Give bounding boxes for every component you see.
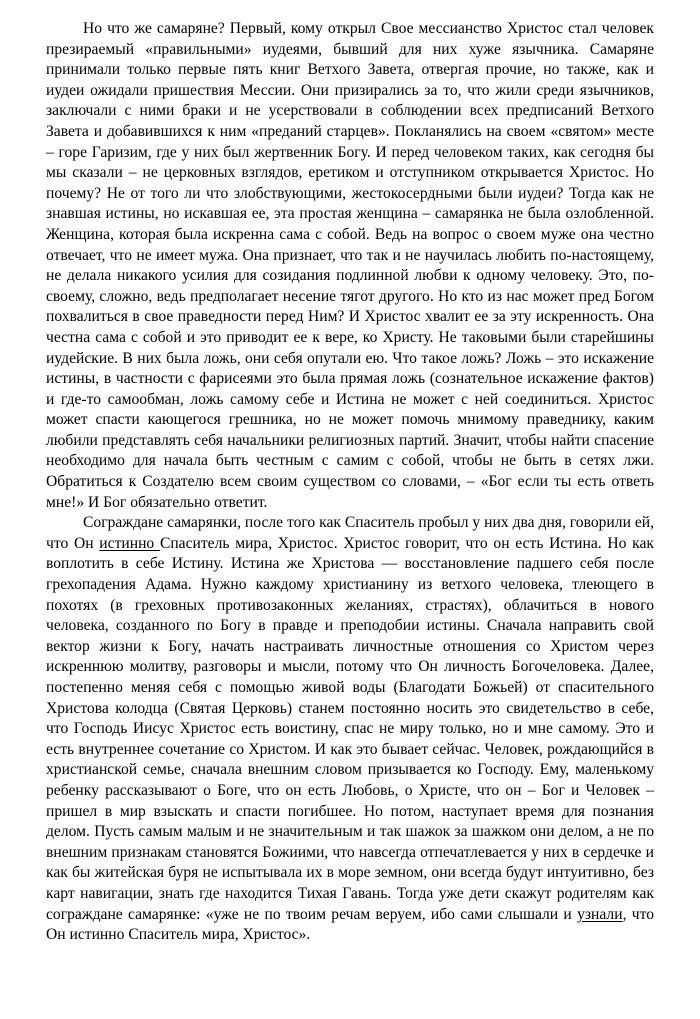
paragraph-text: Спаситель мира, Христос. Христос говорит, что он есть Истина. Но как воплотить в себе Истину. Истина же Христова — восстановление падшего себя после грехопадения Адама. Нужно каждому христианину из ветхого человека, тлеющего в похотях (в греховных противозаконных желаниях, страстях), облачиться в нового человека, созданного по Богу в правде и преподобии истины. Сначала направить свой вектор жизни к Богу, начать настраивать личностные отношения со Христом через искреннюю молитву, разговоры и мысли, потому что Он личность Богочеловека. Далее, постепенно меняя себя с помощью живой воды (Благодати Божьей) от спасительного Христова колодца (Святая Церковь) станем постоянно носить это свидетельство в себе, что Господь Иисус Христос есть воистину, спас не миру только, но и мне самому. Это и есть внутреннее сочетание со Христом. И как это бывает сейчас. Человек, рождающийся в христианской семье, сначала внешним словом призывается ко Господу. Ему, маленькому ребенку рассказывают о Боге, что он есть Любовь, о Христе, что он – Бог и Человек – пришел в мир взыскать и спасти погибшее. Но потом, наступает время для познания делом. Пусть самым малым и не значительным и так шажок за шажком они делом, а не по внешним признакам становятся Божиими, что навсегда отпечатлевается у них в сердечке и как бы житейская буря не испытывала их в море земном, они всегда будут интуитивно, без карт навигации, знать где находится Тихая Гавань. Тогда уже дети скажут родителям как сограждане самарянке: «уже не по твоим речам веруем, ибо сами слышали и [46, 534, 654, 923]
paragraph-text: Но что же самаряне? Первый, кому открыл Свое мессианство Христос стал человек презираемый «правильными» иудеями, бывший для них хуже язычника. Самаряне принимали только первые пять книг Ветхого Завета, отвергая прочие, но также, как и иудеи ожидали пришествия Мессии. Они призирались за то, что жили среди язычников, заключали с ними браки и не усерствовали в соблюдении всех предписаний Ветхого Завета и добавившихся к ним «преданий старцев». Покланялись на своем «святом» месте – горе Гаризим, где у них был жертвенник Богу. И перед человеком таких, как сегодня бы мы сказали – не церковных взглядов, еретиком и отступником открывается Христос. Но почему? Не от того ли что злобствующими, жестокосердными были иудеи? Тогда как не знавшая истины, но искавшая ее, эта простая женщина – самарянка не была озлобленной. Женщина, которая была искренна сама с собой. Ведь на вопрос о своем муже она честно отвечает, что не имеет мужа. Она признает, что так и не научилась любить по-настоящему, не делала никакого усилия для созидания подлинной любви к одному человеку. Это, по-своему, сложно, ведь предполагает несение тягот другого. Но кто из нас может пред Богом похвалиться в свое праведности перед Ним? И Христос хвалит ее за эту искренность. Она честна сама с собой и это приводит ее к вере, ко Христу. Не таковыми были старейшины иудейские. В них была ложь, они себя опутали ею. Что такое ложь? Ложь – это искажение истины, в частности с фарисеями это была прямая ложь (сознательное искажение фактов) и где-то самообман, ложь самому себе и Истина не может с ней соединиться. Христос может спасти кающегося грешника, но не может помочь мнимому праведнику, каким любили представлять себя начальники религиозных партий. Значит, чтобы найти спасение необходимо для начала быть честным с самим с собой, чтобы не быть в сетях лжи. Обратиться к Создателю всем своим существом со словами, – «Бог если ты есть ответь мне!» И Бог обязательно ответит. [46, 20, 654, 511]
underlined-word-uznali: узнали [577, 905, 623, 923]
underlined-word-istinno: истинно [99, 534, 160, 552]
paragraph-text: , что Он истинно Спаситель мира, Христос». [46, 905, 654, 944]
paragraph-text: Сограждане самарянки, после того как Спаситель пробыл у них два дня, говорили ей, что Он [46, 514, 654, 552]
paragraph-samaritans [46, 19, 654, 513]
document-page [46, 19, 654, 946]
paragraph-truth [46, 513, 654, 945]
